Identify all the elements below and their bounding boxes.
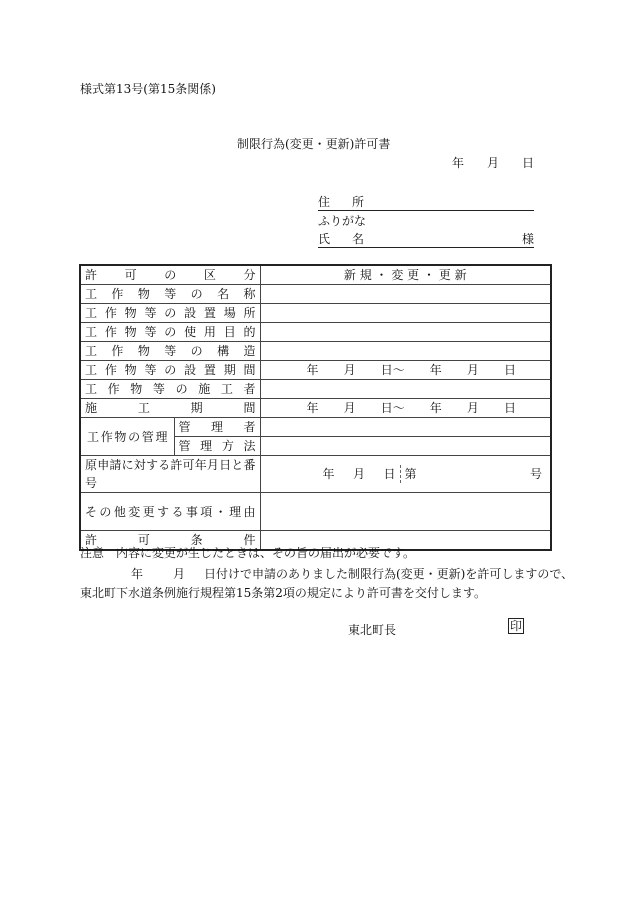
month-label: 月 (172, 567, 185, 581)
row-label: 許可条件 (80, 531, 260, 551)
row-value (260, 493, 551, 531)
document-title: 制限行為(変更・更新)許可書 (237, 137, 391, 151)
manager-label: 管理者 (174, 418, 260, 437)
row-label: 工作物等の使用目的 (80, 323, 260, 342)
row-value (260, 304, 551, 323)
table-row (80, 361, 551, 380)
table-row (80, 285, 551, 304)
table-row (80, 493, 551, 531)
table-row (80, 399, 551, 418)
row-label: 施工期間 (80, 399, 260, 418)
period-part: 日〜 (380, 401, 405, 415)
furigana-label: ふりがな (318, 214, 367, 228)
name-field (318, 230, 534, 248)
row-label: 許可の区分 (80, 265, 260, 285)
row-label: 工作物等の名称 (80, 285, 260, 304)
body-line-2: 東北町下水道条例施行規程第15条第2項の規定により許可書を交付します。 (80, 586, 486, 600)
management-label: 工作物の管理 (80, 418, 174, 456)
row-value (260, 380, 551, 399)
number-part: 号 (529, 467, 542, 481)
name-label: 氏 名 (318, 232, 364, 246)
date-part: 月 (353, 467, 366, 481)
period-value (260, 399, 551, 418)
date-part: 年 (322, 467, 335, 481)
notice: 注意 内容に変更が生じたときは、その旨の届出が必要です。 (80, 546, 416, 560)
row-label: 工作物等の施工者 (80, 380, 260, 399)
honorific: 様 (521, 232, 534, 246)
table-row (80, 265, 551, 285)
number-part: 第 (404, 467, 417, 481)
date-part: 日 (383, 467, 396, 481)
period-part: 年 (306, 363, 319, 377)
row-label: その他変更する事項・理由 (80, 493, 260, 531)
permit-table (79, 264, 552, 551)
period-value (260, 361, 551, 380)
period-part: 年 (429, 363, 442, 377)
row-value (260, 285, 551, 304)
method-label: 管理方法 (174, 437, 260, 456)
table-row (80, 342, 551, 361)
table-row (80, 304, 551, 323)
address-label: 住 所 (318, 195, 364, 209)
table-row (80, 380, 551, 399)
permit-type: 新 規 ・ 変 更 ・ 更 新 (260, 265, 551, 285)
body-line-1 (120, 565, 573, 582)
month-label: 月 (486, 156, 499, 170)
row-value (260, 418, 551, 437)
period-part: 月 (343, 363, 356, 377)
period-part: 年 (306, 401, 319, 415)
issuer: 東北町長 (348, 623, 397, 637)
seal-mark: 印 (510, 619, 523, 633)
period-part: 月 (343, 401, 356, 415)
period-part: 月 (466, 363, 479, 377)
period-part: 年 (429, 401, 442, 415)
form-number: 様式第13号(第15条関係) (80, 82, 216, 96)
original-permit-value (260, 456, 551, 493)
year-label: 年 (452, 156, 465, 170)
period-part: 日 (503, 401, 516, 415)
day-label: 日 (521, 156, 534, 170)
table-row (80, 456, 551, 493)
period-part: 日〜 (380, 363, 405, 377)
row-label: 工作物等の設置場所 (80, 304, 260, 323)
row-value (260, 323, 551, 342)
body-text: 日付けで申請のありました制限行為(変更・更新)を許可しますので、 (204, 567, 574, 581)
row-value (260, 342, 551, 361)
year-label: 年 (130, 567, 143, 581)
period-part: 月 (466, 401, 479, 415)
table-row (80, 418, 551, 437)
table-row (80, 323, 551, 342)
row-label: 工作物等の構造 (80, 342, 260, 361)
address-field (318, 193, 534, 211)
period-part: 日 (503, 363, 516, 377)
row-value (260, 437, 551, 456)
row-label: 工作物等の設置期間 (80, 361, 260, 380)
issue-date (452, 154, 534, 171)
furigana-field (318, 212, 534, 229)
row-label: 原申請に対する許可年月日と番号 (80, 456, 260, 493)
